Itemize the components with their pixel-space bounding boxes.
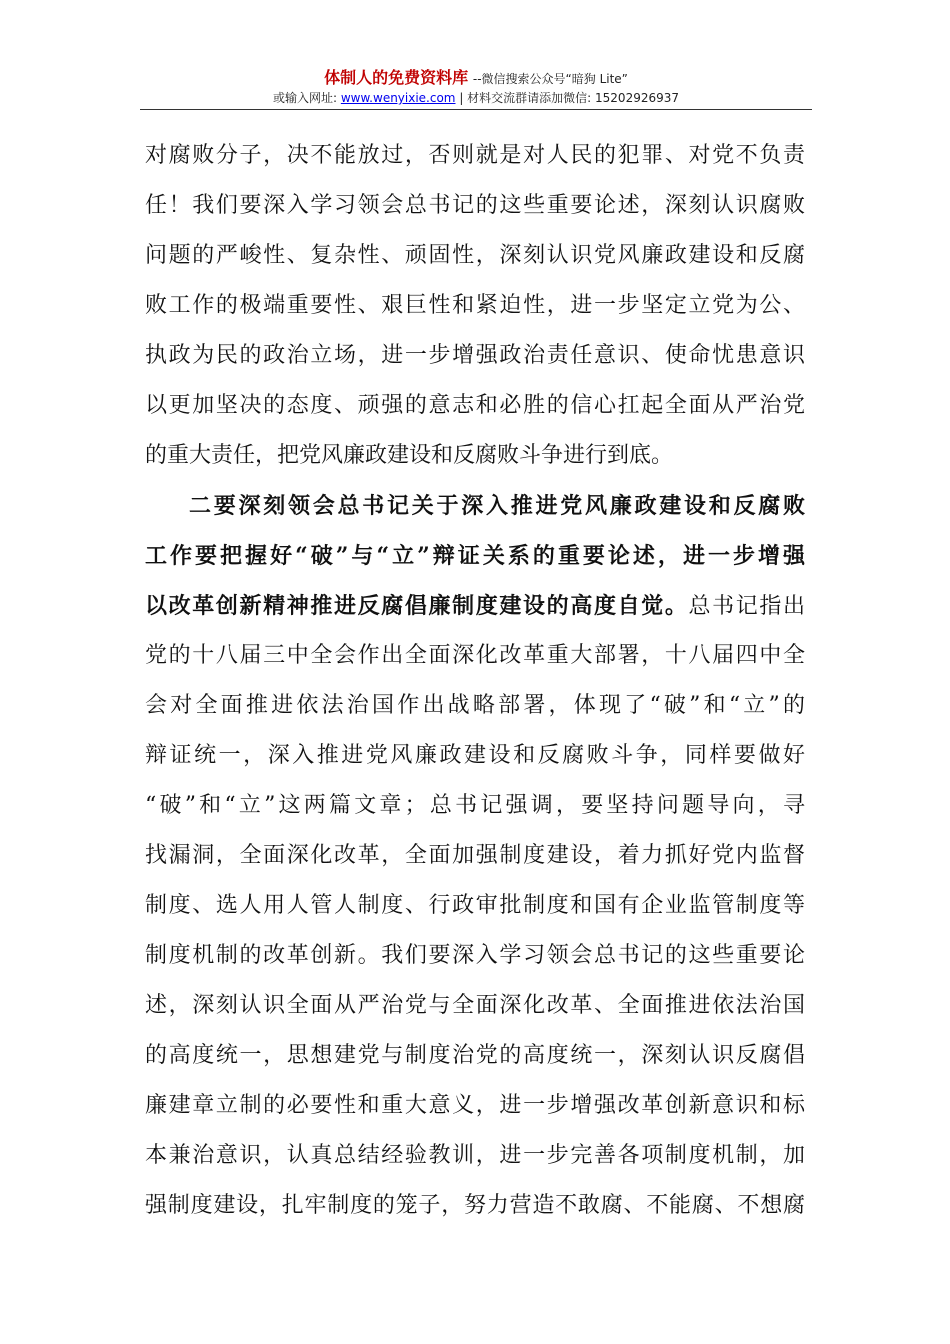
body-line: 败工作的极端重要性、艰巨性和紧迫性，进一步坚定立党为公、 [145, 293, 805, 318]
website-link[interactable]: www.wenyixie.com [340, 91, 456, 105]
body-line: 本兼治意识，认真总结经验教训，进一步完善各项制度机制，加 [145, 1143, 805, 1168]
body-text-run: 总书记指出 [688, 594, 805, 619]
header-contact-line [140, 89, 812, 107]
body-line: 以更加坚决的态度、顽强的意志和必胜的信心扛起全面从严治党 [145, 393, 805, 418]
header-title-line [140, 68, 812, 89]
body-line: 辩证统一，深入推进党风廉政建设和反腐败斗争，同样要做好 [145, 743, 805, 768]
body-line: 的高度统一，思想建党与制度治党的高度统一，深刻认识反腐倡 [145, 1043, 805, 1068]
document-header [140, 68, 812, 107]
body-line: 问题的严峻性、复杂性、顽固性，深刻认识党风廉政建设和反腐 [145, 243, 805, 268]
document-body [145, 131, 805, 1231]
header-title: 体制人的免费资料库 [324, 68, 469, 87]
body-line-mixed [145, 581, 805, 631]
body-line: 会对全面推进依法治国作出战略部署，体现了“破”和“立”的 [145, 693, 805, 718]
body-line: 党的十八届三中全会作出全面深化改革重大部署，十八届四中全 [145, 643, 805, 668]
body-line: 制度、选人用人管人制度、行政审批制度和国有企业监管制度等 [145, 893, 805, 918]
section-heading-line: 工作要把握好“破”与“立”辩证关系的重要论述，进一步增强 [145, 543, 805, 569]
header-prefix: 或输入网址: [272, 91, 341, 105]
section-heading-tail: 以改革创新精神推进反腐倡廉制度建设的高度自觉。 [145, 593, 689, 619]
body-line: 执政为民的政治立场，进一步增强政治责任意识、使命忧患意识 [145, 343, 805, 368]
header-divider [140, 109, 812, 110]
body-line: 对腐败分子，决不能放过，否则就是对人民的犯罪、对党不负责 [145, 143, 805, 168]
body-line: 强制度建设，扎牢制度的笼子，努力营造不敢腐、不能腐、不想腐 [145, 1193, 805, 1218]
section-heading-line: 二要深刻领会总书记关于深入推进党风廉政建设和反腐败 [189, 493, 805, 519]
body-line: 的重大责任，把党风廉政建设和反腐败斗争进行到底。 [145, 443, 674, 468]
body-line: 廉建章立制的必要性和重大意义，进一步增强改革创新意识和标 [145, 1093, 805, 1118]
header-suffix: | 材料交流群请添加微信: 15202926937 [455, 91, 680, 105]
body-line: “破”和“立”这两篇文章；总书记强调，要坚持问题导向，寻 [145, 793, 805, 818]
body-line: 述，深刻认识全面从严治党与全面深化改革、全面推进依法治国 [145, 993, 805, 1018]
body-line: 找漏洞，全面深化改革，全面加强制度建设，着力抓好党内监督 [145, 843, 805, 868]
header-note: --微信搜索公众号“暗狗 Lite” [472, 72, 628, 86]
body-line: 制度机制的改革创新。我们要深入学习领会总书记的这些重要论 [145, 943, 805, 968]
body-line: 任！我们要深入学习领会总书记的这些重要论述，深刻认识腐败 [145, 193, 805, 218]
